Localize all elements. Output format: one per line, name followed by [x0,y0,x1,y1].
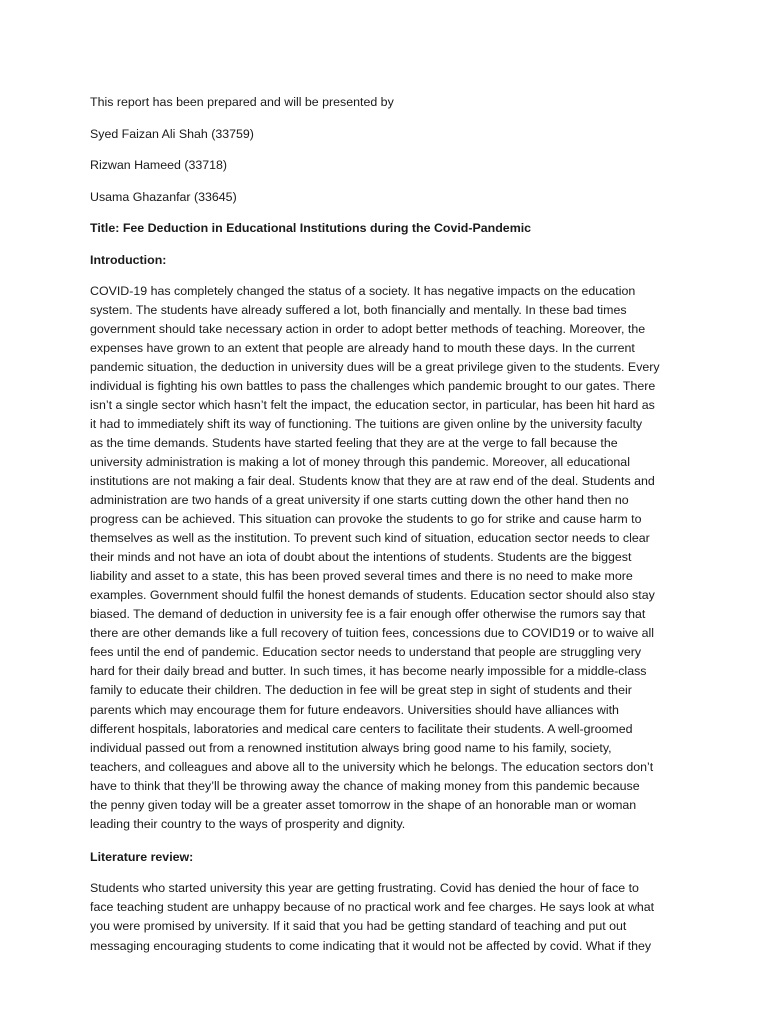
paragraph-line: teachers, and colleagues and above all to the university which he belongs. The education sectors don’t [90,759,654,774]
paragraph-line: fees until the end of pandemic. Education sector needs to understand that people are struggling very [90,645,642,660]
introduction-paragraph [90,282,690,834]
paragraph-line: progress can be achieved. This situation can provoke the students to go for strike and cause harm to [90,512,642,527]
author-1: Syed Faizan Ali Shah (33759) [90,126,254,141]
paragraph-line: as the time demands. Students have started feeling that they are at the verge to fall because the [90,435,618,450]
paragraph-line: there are other demands like a full recovery of tuition fees, concessions due to COVID19 or to waive all [90,626,655,641]
paragraph-line: you were promised by university. If it said that you had be getting standard of teaching and put out [90,919,627,934]
paragraph-line: individual is fighting his own battles to pass the challenges which pandemic brought to our gates. There [90,378,656,393]
paragraph-line: isn’t a single sector which hasn’t felt the impact, the education sector, in particular, has been hit hard as [90,397,655,412]
author-2: Rizwan Hameed (33718) [90,158,228,172]
paragraph-line: their minds and not have an iota of doubt about the intentions of students. Students are the biggest [90,550,632,565]
paragraph-line: liability and asset to a state, this has been proved several times and there is no need to make more [90,569,633,584]
paragraph-line: biased. The demand of deduction in university fee is a fair enough offer otherwise the rumors say that [90,607,646,622]
document-content [90,94,690,971]
paragraph-line: different hospitals, laboratories and medical care centers to facilitate their students. A well-groomed [90,721,633,736]
paragraph-line: examples. Government should fulfil the honest demands of students. Education sector should also stay [90,588,655,603]
paragraph-line: pandemic situation, the deduction in university dues will be a great privilege given to the students. Every [90,359,660,374]
paragraph-line: COVID-19 has completely changed the status of a society. It has negative impacts on the education [90,283,636,298]
literature-review-heading: Literature review: [90,850,194,865]
paragraph-line: individual passed out from a renowned institution always bring good name to his family, society, [90,740,612,755]
introduction-heading: Introduction: [90,252,167,267]
paragraph-line: the penny given today will be a greater asset tomorrow in the shape of an honorable man or woman [90,797,637,812]
paragraph-line: themselves as well as the institution. To prevent such kind of situation, education sector needs to clear [90,531,650,546]
paragraph-line: messaging encouraging students to come indicating that it would not be affected by covid. What if they [90,938,652,953]
paragraph-line: it had to immediately shift its way of functioning. The tuitions are given online by the university faculty [90,416,643,431]
author-3: Usama Ghazanfar (33645) [90,189,237,204]
paragraph-line: family to educate their children. The deduction in fee will be great step in sight of students and their [90,683,632,698]
paragraph-line: system. The students have already suffered a lot, both financially and mentally. In these bad times [90,302,627,317]
literature-review-paragraph [90,879,690,955]
paragraph-line: Students who started university this year are getting frustrating. Covid has denied the hour of face to [90,881,639,896]
prepared-by-line: This report has been prepared and will be presented by [90,95,394,109]
paragraph-line: hard for their daily bread and butter. In such times, it has become nearly impossible for a middle-class [90,664,647,679]
paragraph-line: parents which may encourage them for future endeavors. Universities should have alliances with [90,702,619,717]
paragraph-line: leading their country to the ways of prosperity and dignity. [90,816,406,831]
paragraph-line: administration are two hands of a great university if one starts cutting down the other hand then no [90,493,629,508]
report-title: Title: Fee Deduction in Educational Institutions during the Covid-Pandemic [90,221,532,235]
paragraph-line: government should take necessary action in order to adopt better methods of teaching. Moreover, the [90,321,646,336]
paragraph-line: expenses have grown to an extent that people are already hand to mouth these days. In the current [90,340,635,355]
paragraph-line: have to think that they’ll be throwing away the chance of making money from this pandemic because [90,778,640,793]
paragraph-line: university administration is making a lot of money through this pandemic. Moreover, all educational [90,454,630,469]
paragraph-line: face teaching student are unhappy because of no practical work and fee charges. He says look at what [90,900,655,915]
paragraph-line: institutions are not making a fair deal. Students know that they are at raw end of the deal. Students and [90,473,655,488]
